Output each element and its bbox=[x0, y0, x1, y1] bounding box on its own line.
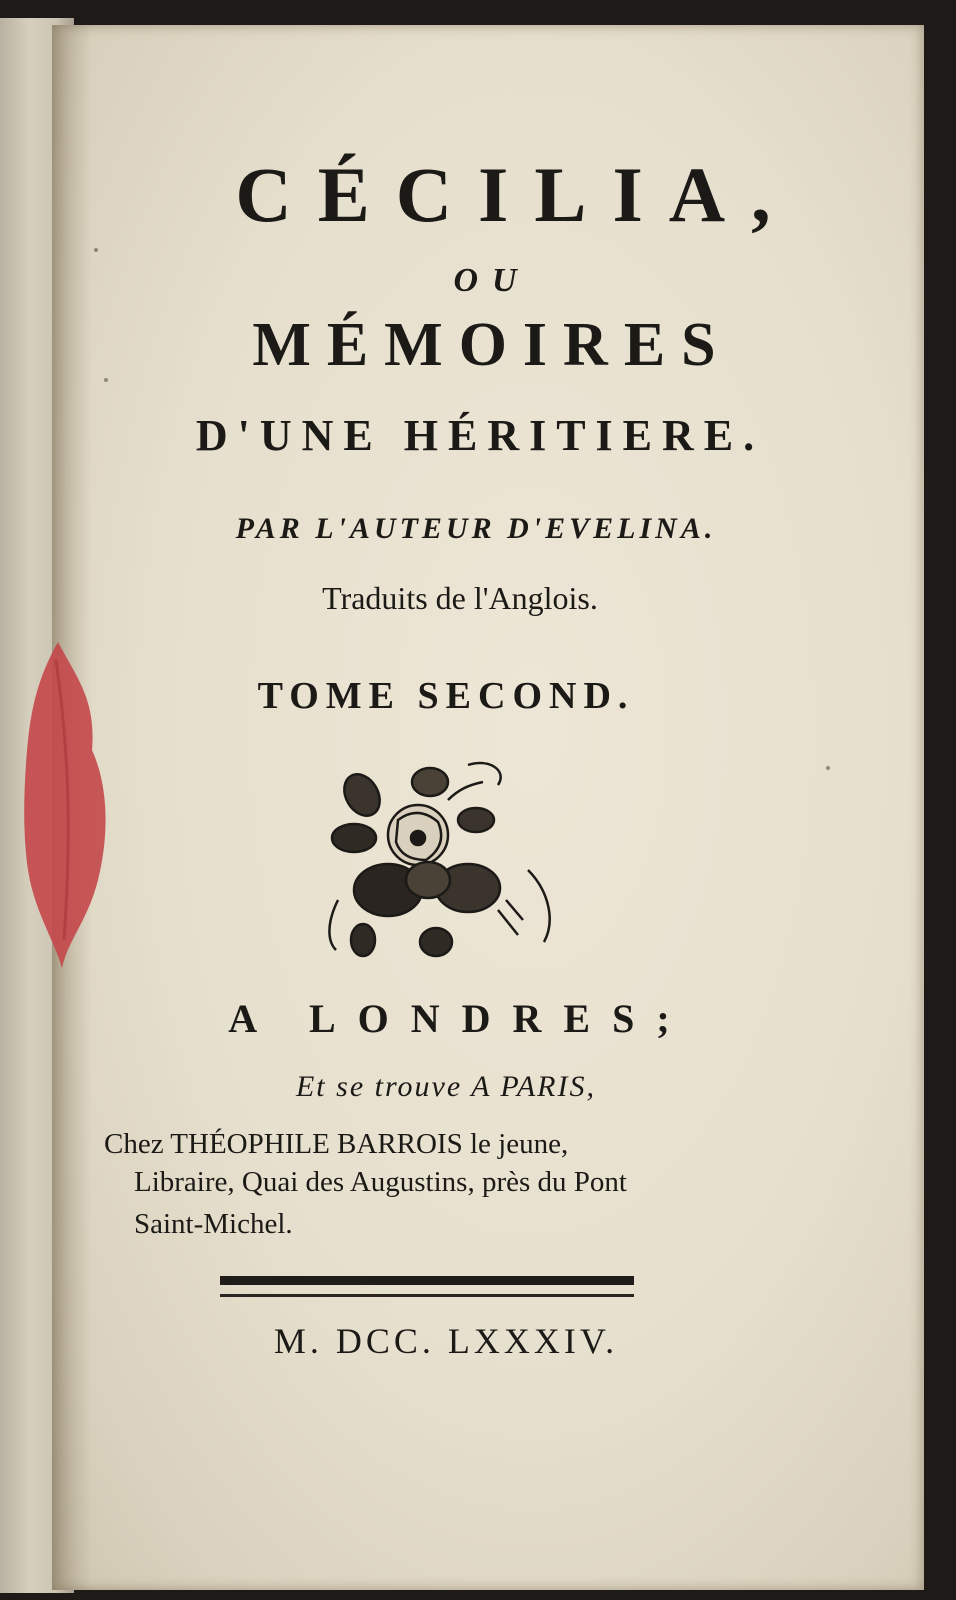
publication-date: M. DCC. LXXXIV. bbox=[273, 1321, 619, 1361]
subtitle-line-2: D'UNE HÉRITIERE. bbox=[195, 411, 765, 460]
imprint-place: A LONDRES; bbox=[228, 996, 692, 1041]
paper-speck bbox=[104, 378, 108, 382]
subtitle-line-1: MÉMOIRES bbox=[252, 311, 732, 379]
paper-speck bbox=[94, 248, 98, 252]
title-conjunction: OU bbox=[453, 262, 531, 299]
author-line: PAR L'AUTEUR D'EVELINA. bbox=[235, 512, 717, 545]
publisher-line-2: Libraire, Quai des Augustins, près du Pont bbox=[134, 1166, 627, 1198]
thick-rule bbox=[220, 1276, 634, 1285]
floral-bouquet-ornament-icon bbox=[318, 760, 568, 970]
book-title: CÉCILIA, bbox=[235, 151, 797, 238]
thin-rule bbox=[220, 1294, 634, 1297]
imprint-sold-at: Et se trouve A PARIS, bbox=[295, 1070, 597, 1103]
publisher-line-3: Saint-Michel. bbox=[134, 1208, 293, 1240]
volume-label: TOME SECOND. bbox=[257, 675, 635, 717]
publisher-line-1: Chez THÉOPHILE BARROIS le jeune, bbox=[104, 1128, 569, 1160]
paper-speck bbox=[826, 766, 830, 770]
translation-note: Traduits de l'Anglois. bbox=[322, 580, 598, 616]
